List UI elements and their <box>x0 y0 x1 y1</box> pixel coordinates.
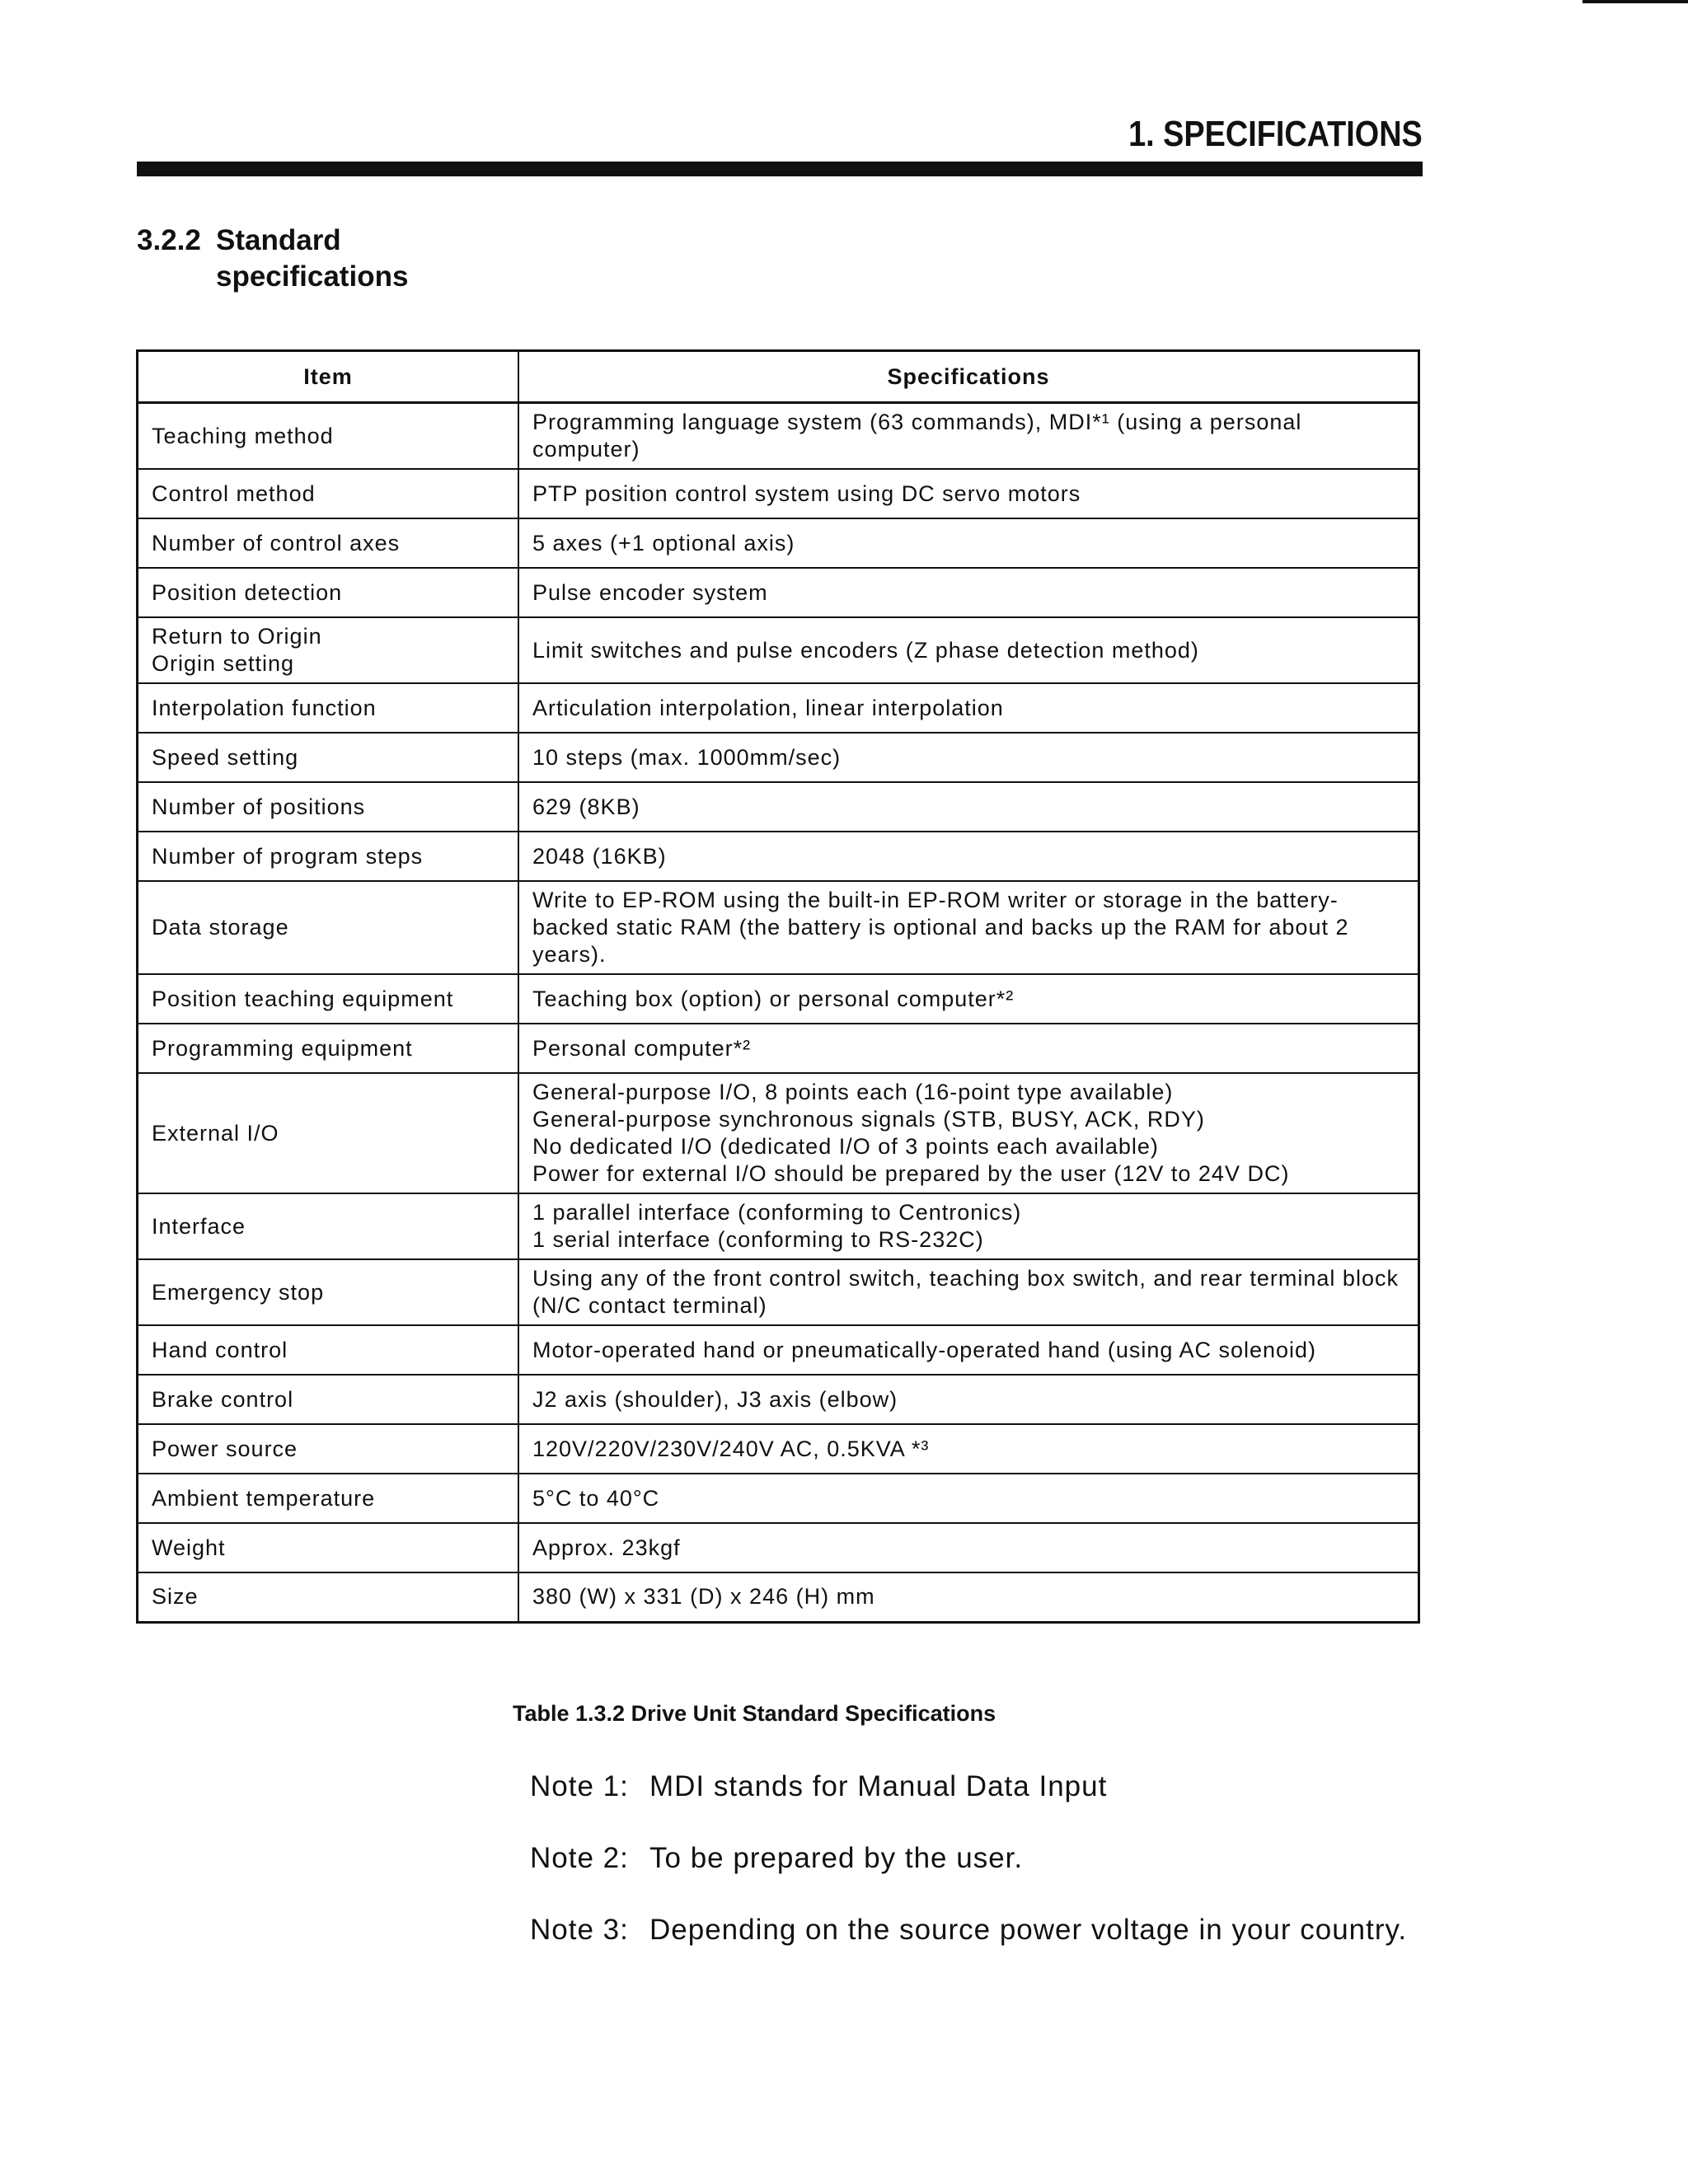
note-text: Depending on the source power voltage in your country. <box>649 1914 1408 1946</box>
table-row <box>138 1424 1419 1474</box>
header-specifications: Specifications <box>518 351 1419 403</box>
table-row <box>138 1375 1419 1424</box>
specification-cell: 5 axes (+1 optional axis) <box>518 518 1419 568</box>
specification-cell: Programming language system (63 commands), MDI*¹ (using a personal computer) <box>518 403 1419 470</box>
table-row <box>138 617 1419 683</box>
specification-cell: 10 steps (max. 1000mm/sec) <box>518 733 1419 782</box>
item-cell: Emergency stop <box>138 1259 519 1325</box>
table-row <box>138 1572 1419 1622</box>
item-cell: Control method <box>138 469 519 518</box>
top-corner-rule <box>1582 0 1688 3</box>
section-heading <box>137 223 408 295</box>
item-cell: Programming equipment <box>138 1024 519 1073</box>
item-cell: Number of positions <box>138 782 519 832</box>
item-cell: Hand control <box>138 1325 519 1375</box>
note-label: Note 1: <box>530 1770 629 1802</box>
specification-cell: Limit switches and pulse encoders (Z phase detection method) <box>518 617 1419 683</box>
table-row <box>138 1073 1419 1193</box>
specification-cell: General-purpose I/O, 8 points each (16-point type available) General-purpose synchronous signals (STB, BUSY, ACK, RDY) No dedicated I/O (dedicated I/O of 3 points each available) Power for external I/O should be prepared by the user (12V to 24V DC) <box>518 1073 1419 1193</box>
specification-cell: Articulation interpolation, linear interpolation <box>518 683 1419 733</box>
table-row <box>138 733 1419 782</box>
header-item: Item <box>138 351 519 403</box>
table-row <box>138 1523 1419 1572</box>
specification-cell: 5°C to 40°C <box>518 1474 1419 1523</box>
chapter-title: 1. SPECIFICATIONS <box>1128 114 1423 154</box>
table-header-row <box>138 351 1419 403</box>
section-number: 3.2.2 <box>137 224 201 256</box>
item-cell: Brake control <box>138 1375 519 1424</box>
table-row <box>138 974 1419 1024</box>
section-title-line2: specifications <box>216 260 409 293</box>
table-row <box>138 518 1419 568</box>
specification-cell: 380 (W) x 331 (D) x 246 (H) mm <box>518 1572 1419 1622</box>
table-row <box>138 568 1419 617</box>
item-cell: Interface <box>138 1193 519 1259</box>
specification-cell: Using any of the front control switch, teaching box switch, and rear terminal block (N/C contact terminal) <box>518 1259 1419 1325</box>
specification-cell: Motor-operated hand or pneumatically-operated hand (using AC solenoid) <box>518 1325 1419 1375</box>
specification-cell: Personal computer*² <box>518 1024 1419 1073</box>
item-cell: Power source <box>138 1424 519 1474</box>
specification-cell: 120V/220V/230V/240V AC, 0.5KVA *³ <box>518 1424 1419 1474</box>
specification-cell: 1 parallel interface (conforming to Centronics) 1 serial interface (conforming to RS-232C) <box>518 1193 1419 1259</box>
note-2 <box>530 1842 1407 1914</box>
item-cell: Position detection <box>138 568 519 617</box>
specification-cell: Pulse encoder system <box>518 568 1419 617</box>
note-label: Note 3: <box>530 1914 629 1946</box>
specification-cell: Approx. 23kgf <box>518 1523 1419 1572</box>
table-row <box>138 1024 1419 1073</box>
item-cell: Ambient temperature <box>138 1474 519 1523</box>
item-cell: External I/O <box>138 1073 519 1193</box>
note-1 <box>530 1770 1407 1842</box>
table-row <box>138 1325 1419 1375</box>
note-label: Note 2: <box>530 1842 629 1874</box>
item-cell: Weight <box>138 1523 519 1572</box>
note-text: To be prepared by the user. <box>649 1842 1024 1874</box>
specification-cell: Teaching box (option) or personal computer*² <box>518 974 1419 1024</box>
specifications-table <box>136 349 1420 1624</box>
specification-cell: Write to EP-ROM using the built-in EP-ROM writer or storage in the battery-backed static RAM (the battery is optional and backs up the RAM for about 2 years). <box>518 881 1419 974</box>
item-cell: Speed setting <box>138 733 519 782</box>
note-text: MDI stands for Manual Data Input <box>649 1770 1108 1802</box>
table-row <box>138 469 1419 518</box>
table-row <box>138 832 1419 881</box>
table-row <box>138 782 1419 832</box>
item-cell: Teaching method <box>138 403 519 470</box>
section-title-line1: Standard <box>216 224 341 256</box>
item-cell: Position teaching equipment <box>138 974 519 1024</box>
table-row <box>138 683 1419 733</box>
table-row <box>138 1193 1419 1259</box>
notes <box>530 1770 1407 1985</box>
item-cell: Interpolation function <box>138 683 519 733</box>
specification-cell: PTP position control system using DC servo motors <box>518 469 1419 518</box>
item-cell: Return to Origin Origin setting <box>138 617 519 683</box>
item-cell: Data storage <box>138 881 519 974</box>
table-row <box>138 1259 1419 1325</box>
specification-cell: J2 axis (shoulder), J3 axis (elbow) <box>518 1375 1419 1424</box>
note-3 <box>530 1914 1407 1985</box>
table-body <box>138 403 1419 1623</box>
table-row <box>138 1474 1419 1523</box>
item-cell: Size <box>138 1572 519 1622</box>
specification-cell: 2048 (16KB) <box>518 832 1419 881</box>
table-caption: Table 1.3.2 Drive Unit Standard Specifications <box>513 1701 996 1726</box>
chapter-rule <box>137 162 1423 176</box>
item-cell: Number of program steps <box>138 832 519 881</box>
specification-cell: 629 (8KB) <box>518 782 1419 832</box>
item-cell: Number of control axes <box>138 518 519 568</box>
table-row <box>138 881 1419 974</box>
table-row <box>138 403 1419 470</box>
